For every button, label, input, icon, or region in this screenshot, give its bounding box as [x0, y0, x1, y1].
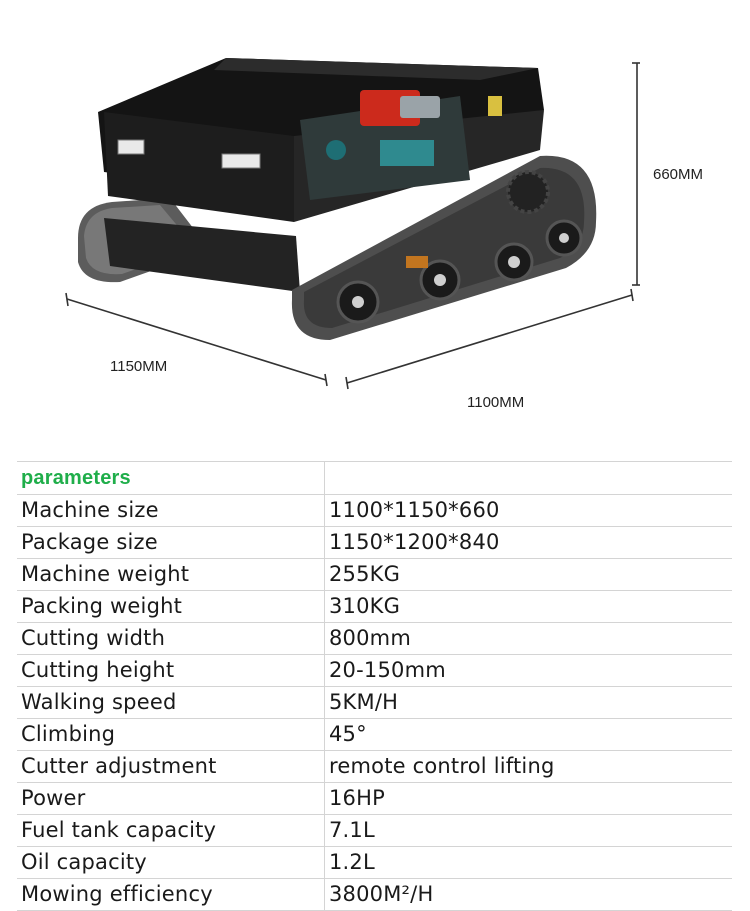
- param-value: 7.1L: [325, 815, 733, 847]
- right-headlight: [222, 154, 260, 168]
- parameters-table: [17, 461, 732, 911]
- table-row: [17, 879, 732, 911]
- param-value: 800mm: [325, 623, 733, 655]
- drive-sprocket: [508, 172, 548, 212]
- param-label: Packing weight: [17, 591, 325, 623]
- table-header-empty-cell: [325, 462, 733, 495]
- param-value: 255KG: [325, 559, 733, 591]
- table-row: [17, 655, 732, 687]
- table-title-cell: [17, 462, 325, 495]
- height-dimension-label: 660MM: [653, 166, 704, 183]
- table-row: [17, 783, 732, 815]
- length-dimension-label: 1150MM: [110, 358, 168, 375]
- table-row: [17, 687, 732, 719]
- param-value: remote control lifting: [325, 751, 733, 783]
- table-title: parameters: [21, 467, 131, 489]
- param-label: Cutting width: [17, 623, 325, 655]
- table-row: [17, 591, 732, 623]
- table-row: [17, 623, 732, 655]
- param-value: 3800M²/H: [325, 879, 733, 911]
- param-value: 1.2L: [325, 847, 733, 879]
- param-label: Package size: [17, 527, 325, 559]
- table-row: [17, 751, 732, 783]
- param-value: 45°: [325, 719, 733, 751]
- param-value: 1100*1150*660: [325, 495, 733, 527]
- table-row: [17, 559, 732, 591]
- table-row: [17, 847, 732, 879]
- length-dimension-line: [66, 293, 327, 386]
- param-label: Mowing efficiency: [17, 879, 325, 911]
- width-dimension-label: 1100MM: [467, 394, 525, 411]
- param-label: Cutter adjustment: [17, 751, 325, 783]
- param-label: Machine size: [17, 495, 325, 527]
- left-headlight: [118, 140, 144, 154]
- param-label: Fuel tank capacity: [17, 815, 325, 847]
- front-skirt: [104, 218, 300, 292]
- table-header-row: [17, 462, 732, 495]
- param-value: 16HP: [325, 783, 733, 815]
- height-dimension-line: [632, 63, 640, 285]
- param-label: Power: [17, 783, 325, 815]
- param-value: 5KM/H: [325, 687, 733, 719]
- table-row: [17, 719, 732, 751]
- param-label: Oil capacity: [17, 847, 325, 879]
- param-label: Climbing: [17, 719, 325, 751]
- table-row: [17, 527, 732, 559]
- param-label: Cutting height: [17, 655, 325, 687]
- table-row: [17, 495, 732, 527]
- param-value: 20-150mm: [325, 655, 733, 687]
- param-value: 310KG: [325, 591, 733, 623]
- table-row: [17, 815, 732, 847]
- param-label: Machine weight: [17, 559, 325, 591]
- param-label: Walking speed: [17, 687, 325, 719]
- param-value: 1150*1200*840: [325, 527, 733, 559]
